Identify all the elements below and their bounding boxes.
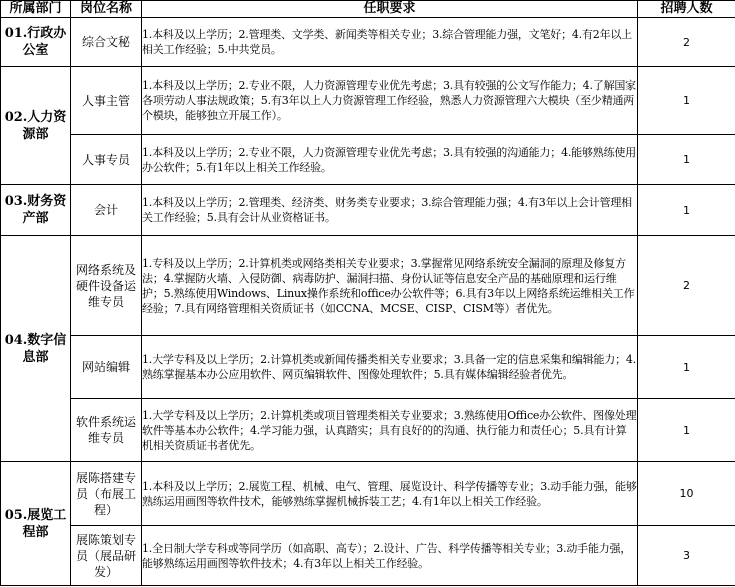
position-cell: 网站编辑	[71, 336, 142, 399]
count-cell: 1	[638, 185, 735, 236]
requirements-cell: 1.本科及以上学历；2.管理类、文学类、新闻类等相关专业；3.综合管理能力强，文笔好；4.有2年以上相关工作经验；5.中共党员。	[142, 18, 638, 67]
count-cell: 1	[638, 336, 735, 399]
count-cell: 10	[638, 462, 735, 526]
table-row	[1, 462, 735, 526]
position-cell: 展陈策划专员（展品研发）	[71, 526, 142, 586]
table-row	[1, 399, 735, 462]
count-cell: 2	[638, 18, 735, 67]
table-row	[1, 18, 735, 67]
requirements-cell: 1.本科及以上学历；2.展览工程、机械、电气、管理、展览设计、科学传播等专业；3.动手能力强，能够熟练运用画图等软件技术，能够熟练掌握机械拆装工艺；4.有1年以上相关工作经验。	[142, 462, 638, 526]
header-position: 岗位名称	[71, 1, 142, 18]
requirements-cell: 1.大学专科及以上学历；2.计算机类或新闻传播类相关专业要求；3.具备一定的信息采集和编辑能力；4.熟练掌握基本办公应用软件、网页编辑软件、图像处理软件；5.具有媒体编辑经验者优先。	[142, 336, 638, 399]
department-cell: 05.展览工程部	[1, 462, 71, 586]
department-cell: 02.人力资源部	[1, 67, 71, 185]
position-cell: 展陈搭建专员（布展工程）	[71, 462, 142, 526]
header-requirements: 任职要求	[142, 1, 638, 18]
header-count: 招聘人数	[638, 1, 735, 18]
requirements-cell: 1.本科及以上学历；2.专业不限，人力资源管理专业优先考虑；3.具有较强的沟通能力；4.能够熟练使用办公软件；5.有1年以上相关工作经验。	[142, 135, 638, 185]
header-row	[1, 1, 735, 18]
table-row	[1, 236, 735, 336]
count-cell: 1	[638, 135, 735, 185]
table-row	[1, 336, 735, 399]
position-cell: 网络系统及硬件设备运维专员	[71, 236, 142, 336]
requirements-cell: 1.本科及以上学历；2.专业不限，人力资源管理专业优先考虑；3.具有较强的公文写作能力；4.了解国家各项劳动人事法规政策；5.有3年以上人力资源管理工作经验，熟悉人力资源管理六大模块（至少精通两个模块，能够独立开展工作）。	[142, 67, 638, 135]
position-cell: 综合文秘	[71, 18, 142, 67]
count-cell: 3	[638, 526, 735, 586]
requirements-cell: 1.大学专科及以上学历；2.计算机类或项目管理类相关专业要求；3.熟练使用Office办公软件、图像处理软件等基本办公软件；4.学习能力强，认真踏实；具有良好的的沟通、执行能力和责任心；5.具有计算机相关资质证书者优先。	[142, 399, 638, 462]
department-cell: 01.行政办公室	[1, 18, 71, 67]
position-cell: 人事主管	[71, 67, 142, 135]
requirements-cell: 1.全日制大学专科或等同学历（如高职、高专）；2.设计、广告、科学传播等相关专业；3.动手能力强，能够熟练运用画图等软件技术；4.有3年以上相关工作经验。	[142, 526, 638, 586]
position-cell: 人事专员	[71, 135, 142, 185]
position-cell: 软件系统运维专员	[71, 399, 142, 462]
department-cell: 03.财务资产部	[1, 185, 71, 236]
header-department: 所属部门	[1, 1, 71, 18]
count-cell: 1	[638, 399, 735, 462]
table-row	[1, 67, 735, 135]
table-row	[1, 526, 735, 586]
table-row	[1, 135, 735, 185]
requirements-cell: 1.本科及以上学历；2.管理类、经济类、财务类专业要求；3.综合管理能力强；4.有3年以上会计管理相关工作经验；5.具有会计从业资格证书。	[142, 185, 638, 236]
department-cell: 04.数字信息部	[1, 236, 71, 462]
count-cell: 2	[638, 236, 735, 336]
count-cell: 1	[638, 67, 735, 135]
table-row	[1, 185, 735, 236]
position-cell: 会计	[71, 185, 142, 236]
requirements-cell: 1.专科及以上学历；2.计算机类或网络类相关专业要求；3.掌握常见网络系统安全漏洞的原理及修复方法；4.掌握防火墙、入侵防御、病毒防护、漏洞扫描、身份认证等信息安全产品的基础原理和运行维护；5.熟练使用Windows、Linux操作系统和office办公软件等；6.具有3年以上网络系统运维相关工作经验；7.具有网络管理相关资质证书（如CCNA、MCSE、CISP、CISM等）者优先。	[142, 236, 638, 336]
